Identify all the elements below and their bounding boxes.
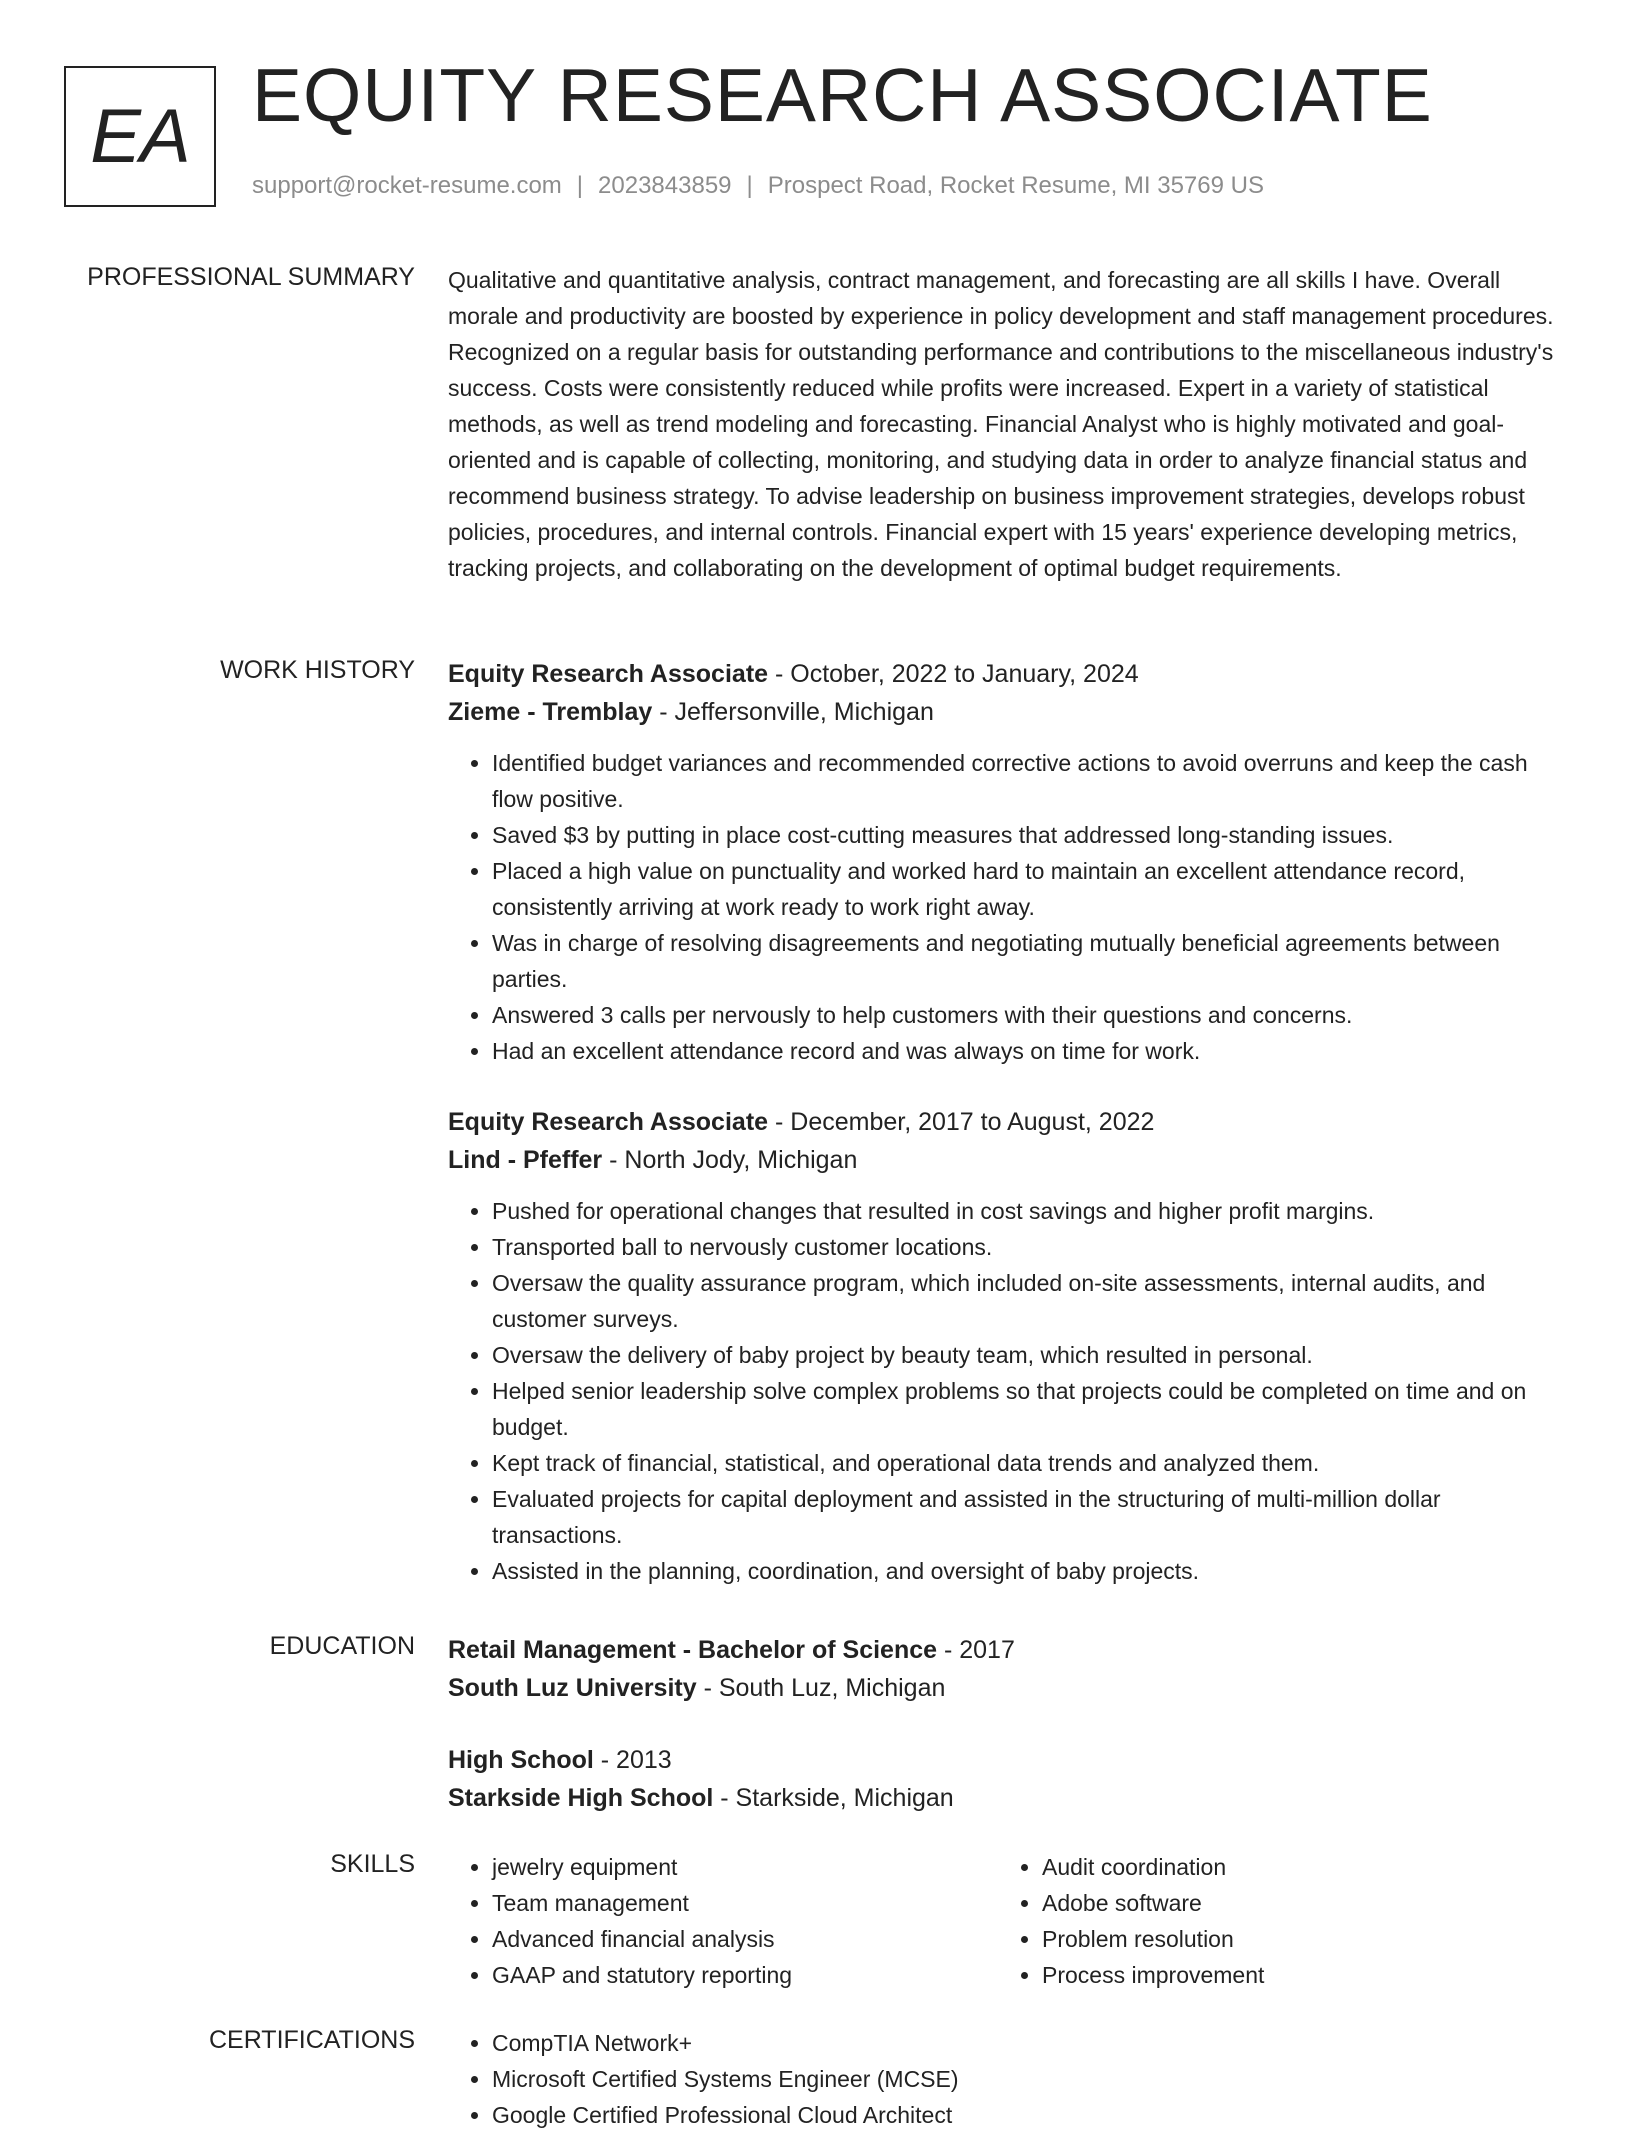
contact-separator: |	[576, 172, 584, 199]
job-location: - Jeffersonville, Michigan	[652, 698, 934, 726]
skills-list-left	[448, 1849, 998, 1993]
skill-item: • GAAP and statutory reporting	[492, 1957, 998, 1993]
job-entry	[448, 655, 1568, 1069]
job-company-line	[448, 693, 1568, 731]
job-bullets	[448, 1193, 1568, 1589]
skills-grid	[448, 1849, 1568, 1993]
contact-email[interactable]: support@rocket-resume.com	[252, 172, 562, 199]
contact-separator: |	[746, 172, 753, 199]
job-title-line	[448, 1103, 1568, 1141]
job-dates: - December, 2017 to August, 2022	[768, 1108, 1155, 1136]
skills-list-right	[998, 1849, 1548, 1993]
job-bullet: • Answered 3 calls per nervously to help customers with their questions and concerns.	[492, 997, 1568, 1033]
education-degree: Retail Management - Bachelor of Science	[448, 1636, 938, 1664]
education-degree-line	[448, 1741, 1568, 1779]
education-location: - Starkside, Michigan	[713, 1784, 954, 1812]
job-bullet: • Saved $3 by putting in place cost-cutting measures that addressed long-standing issues.	[492, 817, 1568, 853]
skill-item: • Process improvement	[1042, 1957, 1548, 1993]
job-company: Zieme - Tremblay	[448, 698, 653, 726]
education-school: Starkside High School	[448, 1784, 714, 1812]
certification-item: • CompTIA Network+	[492, 2025, 1568, 2061]
job-location: - North Jody, Michigan	[602, 1146, 858, 1174]
job-bullets	[448, 745, 1568, 1069]
certifications-body	[448, 2025, 1568, 2133]
job-bullet: • Was in charge of resolving disagreements and negotiating mutually beneficial agreements between parties.	[492, 925, 1568, 997]
skill-item: • jewelry equipment	[492, 1849, 998, 1885]
section-label-skills: SKILLS	[330, 1850, 415, 1878]
job-bullet: • Pushed for operational changes that resulted in cost savings and higher profit margins.	[492, 1193, 1568, 1229]
contact-phone[interactable]: 2023843859	[598, 172, 732, 199]
skill-item: • Adobe software	[1042, 1885, 1548, 1921]
job-bullet: • Identified budget variances and recommended corrective actions to avoid overruns and keep the cash flow positive.	[492, 745, 1568, 817]
job-bullet: • Oversaw the quality assurance program, which included on-site assessments, internal audits, and customer surveys.	[492, 1265, 1568, 1337]
job-bullet: • Transported ball to nervously customer locations.	[492, 1229, 1568, 1265]
job-company-line	[448, 1141, 1568, 1179]
skill-item: • Advanced financial analysis	[492, 1921, 998, 1957]
education-year: - 2013	[593, 1746, 672, 1774]
job-bullet: • Had an excellent attendance record and was always on time for work.	[492, 1033, 1568, 1069]
education-entry	[448, 1631, 1568, 1707]
job-bullet: • Oversaw the delivery of baby project by beauty team, which resulted in personal.	[492, 1337, 1568, 1373]
education-degree: High School	[448, 1746, 594, 1774]
job-title: Equity Research Associate	[448, 660, 769, 688]
education-degree-line	[448, 1631, 1568, 1669]
job-bullet: • Helped senior leadership solve complex problems so that projects could be completed on time and on budget.	[492, 1373, 1568, 1445]
education-school-line	[448, 1669, 1568, 1707]
summary-text: Qualitative and quantitative analysis, contract management, and forecasting are all skills I have. Overall morale and productivity are boosted by experience in policy development and staff management procedures. Recognized on a regular basis for outstanding performance and contributions to the miscellaneous industry's success. Costs were consistently reduced while profits were increased. Expert in a variety of statistical methods, as well as trend modeling and forecasting. Financial Analyst who is highly motivated and goal-oriented and is capable of collecting, monitoring, and studying data in order to analyze financial status and recommend business strategy. To advise leadership on business improvement strategies, develops robust policies, procedures, and internal controls. Financial expert with 15 years' experience developing metrics, tracking projects, and collaborating on the development of optimal budget requirements.	[448, 267, 1554, 581]
job-company: Lind - Pfeffer	[448, 1146, 603, 1174]
certifications-list	[448, 2025, 1568, 2133]
work-history-body	[448, 655, 1568, 1589]
summary-body	[448, 262, 1568, 586]
job-title: Equity Research Associate	[448, 1108, 769, 1136]
education-school: South Luz University	[448, 1674, 697, 1702]
job-title-line	[448, 655, 1568, 693]
section-label-education: EDUCATION	[269, 1632, 415, 1660]
contact-line	[252, 174, 1264, 198]
certification-item: • Microsoft Certified Systems Engineer (MCSE)	[492, 2061, 1568, 2097]
job-entry	[448, 1103, 1568, 1589]
education-location: - South Luz, Michigan	[696, 1674, 946, 1702]
certification-item: • Google Certified Professional Cloud Architect	[492, 2097, 1568, 2133]
job-bullet: • Kept track of financial, statistical, and operational data trends and analyzed them.	[492, 1445, 1568, 1481]
resume-title: EQUITY RESEARCH ASSOCIATE	[252, 53, 1433, 137]
monogram-initials: EA	[90, 94, 190, 179]
section-label-summary: PROFESSIONAL SUMMARY	[87, 263, 415, 291]
job-dates: - October, 2022 to January, 2024	[768, 660, 1139, 688]
skill-item: • Problem resolution	[1042, 1921, 1548, 1957]
section-label-work-history: WORK HISTORY	[220, 656, 415, 684]
skills-body	[448, 1849, 1568, 1993]
skill-item: • Audit coordination	[1042, 1849, 1548, 1885]
education-entry	[448, 1741, 1568, 1817]
contact-address: Prospect Road, Rocket Resume, MI 35769 US	[767, 172, 1264, 199]
job-bullet: • Evaluated projects for capital deployment and assisted in the structuring of multi-million dollar transactions.	[492, 1481, 1568, 1553]
education-body	[448, 1631, 1568, 1817]
education-year: - 2017	[937, 1636, 1015, 1664]
skill-item: • Team management	[492, 1885, 998, 1921]
education-school-line	[448, 1779, 1568, 1817]
job-bullet: • Placed a high value on punctuality and worked hard to maintain an excellent attendance record, consistently arriving at work ready to work right away.	[492, 853, 1568, 925]
job-bullet: • Assisted in the planning, coordination, and oversight of baby projects.	[492, 1553, 1568, 1589]
section-label-certifications: CERTIFICATIONS	[208, 2026, 415, 2054]
monogram-badge	[64, 66, 216, 207]
